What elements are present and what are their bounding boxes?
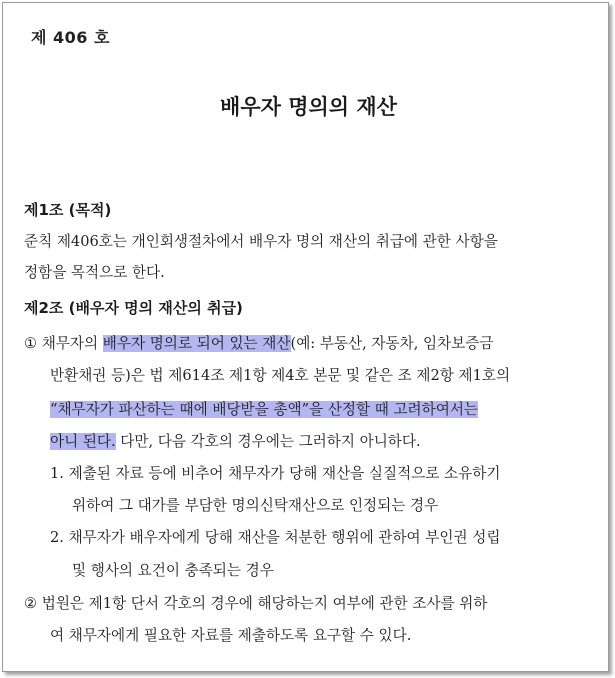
paragraph2-line-1 bbox=[24, 593, 488, 615]
highlight-not-allowed: 아니 된다. bbox=[50, 433, 116, 450]
paragraph1-line-4 bbox=[50, 431, 421, 453]
paragraph1-line-3 bbox=[50, 399, 478, 421]
paragraph2-marker: ② bbox=[24, 595, 38, 612]
item1-text: 제출된 자료 등에 비추어 채무자가 당해 재산을 실질적으로 소유하기 bbox=[68, 465, 501, 482]
paragraph2-line-2: 여 채무자에게 필요한 자료를 제출하도록 요구할 수 있다. bbox=[50, 627, 412, 644]
item2-number: 2. bbox=[50, 529, 64, 546]
article1-line-1: 준칙 제406호는 개인회생절차에서 배우자 명의 재산의 취급에 관한 사항을 bbox=[24, 233, 498, 250]
document-title: 배우자 명의의 재산 bbox=[220, 95, 397, 119]
paragraph1-text-a: 채무자의 bbox=[41, 335, 103, 352]
paragraph1-line-2: 반환채권 등)은 법 제614조 제1항 제4호 본문 및 같은 조 제2항 제1호의 bbox=[50, 367, 511, 384]
item1-line-1 bbox=[50, 463, 500, 485]
document-page bbox=[2, 2, 609, 672]
item1-number: 1. bbox=[50, 465, 64, 482]
item2-line-2: 및 행사의 요건이 충족되는 경우 bbox=[72, 562, 274, 579]
article1-heading: 제1조 (목적) bbox=[24, 201, 112, 219]
article1-line-2: 정함을 목적으로 한다. bbox=[24, 264, 165, 281]
paragraph1-text-b: (예: 부동산, 자동차, 임차보증금 bbox=[290, 335, 494, 352]
item2-text: 채무자가 배우자에게 당해 재산을 처분한 행위에 관하여 부인권 성립 bbox=[68, 529, 501, 546]
paragraph1-line-1 bbox=[24, 333, 493, 355]
document-number: 제 406 호 bbox=[31, 28, 110, 47]
highlight-distribution-total: “채무자가 파산하는 때에 배당받을 총액”을 산정할 때 고려하여서는 bbox=[50, 401, 479, 418]
item2-line-1 bbox=[50, 527, 500, 549]
paragraph1-marker: ① bbox=[24, 335, 38, 352]
paragraph2-text: 법원은 제1항 단서 각호의 경우에 해당하는지 여부에 관한 조사를 위하 bbox=[41, 595, 488, 612]
paragraph1-proviso: 다만, 다음 각호의 경우에는 그러하지 아니하다. bbox=[115, 433, 421, 450]
highlight-spouse-property: 배우자 명의로 되어 있는 재산 bbox=[102, 335, 291, 352]
article2-heading: 제2조 (배우자 명의 재산의 취급) bbox=[24, 299, 243, 317]
item1-line-2: 위하여 그 대가를 부담한 명의신탁재산으로 인정되는 경우 bbox=[72, 497, 439, 514]
